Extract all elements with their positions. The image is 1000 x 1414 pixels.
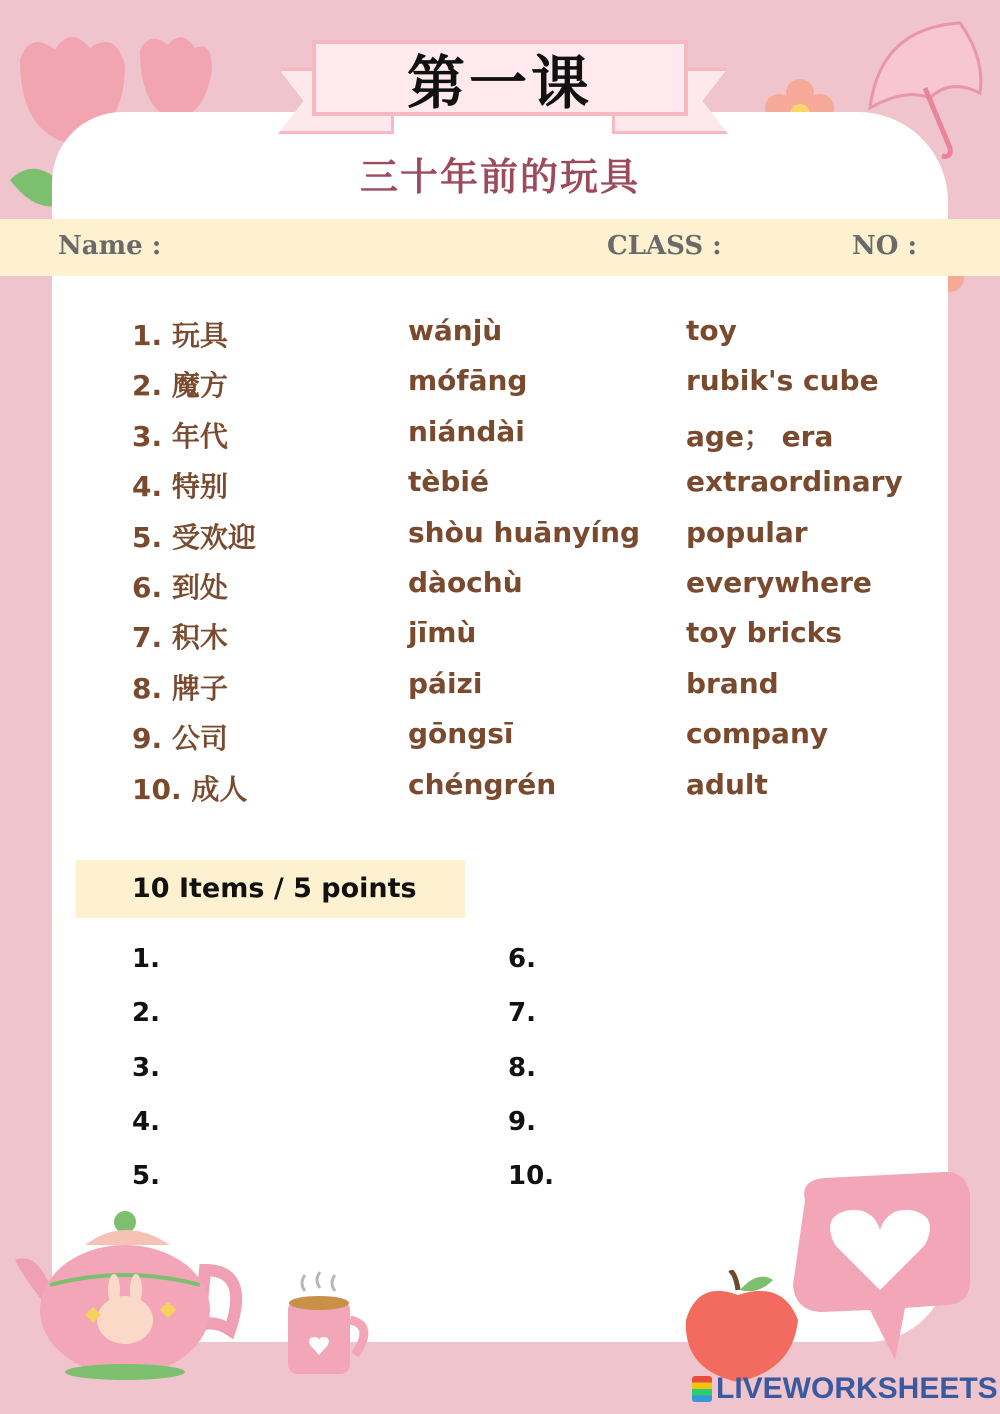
answer-number: 10.: [508, 1161, 555, 1192]
vocab-pinyin: niándài: [408, 414, 525, 448]
lesson-title: 第一课: [406, 49, 593, 117]
vocab-row: [0, 667, 1000, 711]
lesson-subtitle: 三十年前的玩具: [359, 155, 640, 199]
vocab-row: [0, 465, 1000, 509]
answer-number: 4.: [132, 1106, 160, 1137]
vocab-row: [0, 768, 1000, 812]
vocab-english: everywhere: [686, 566, 872, 599]
liveworksheets-logo: [692, 1372, 998, 1406]
logo-text: LIVEWORKSHEETS: [716, 1372, 998, 1405]
vocab-pinyin: jīmù: [408, 616, 477, 650]
answer-number: 2.: [132, 998, 160, 1029]
vocab-pinyin: dàochù: [408, 566, 523, 599]
answer-number: 7.: [508, 998, 536, 1029]
vocab-word: 3. 年代: [132, 419, 228, 453]
vocab-row: [0, 516, 1000, 560]
vocab-row: [0, 566, 1000, 610]
vocab-english: age； era: [686, 419, 834, 453]
vocab-word: 7. 积木: [132, 621, 228, 655]
answer-number: 1.: [132, 944, 160, 974]
name-label: Name :: [58, 231, 162, 261]
answer-number: 6.: [508, 944, 536, 974]
vocab-pinyin: wánjù: [408, 314, 503, 347]
vocab-word: 8. 牌子: [132, 671, 228, 705]
vocab-english: extraordinary: [686, 465, 903, 499]
vocab-row: [0, 314, 1000, 358]
vocab-row: [0, 616, 1000, 660]
vocab-pinyin: shòu huānyíng: [408, 515, 641, 549]
title-ribbon: [312, 40, 688, 116]
exercise-heading: 10 Items / 5 points: [132, 873, 417, 904]
vocab-english: company: [686, 717, 829, 751]
vocab-pinyin: páizi: [408, 666, 483, 700]
vocab-pinyin: chéngrén: [408, 767, 557, 801]
vocab-word: 6. 到处: [132, 571, 228, 604]
teapot-decoration: [10, 1210, 250, 1380]
vocab-english: toy bricks: [686, 616, 842, 650]
vocab-word: 9. 公司: [132, 722, 228, 756]
vocab-english: popular: [686, 515, 808, 549]
answer-number: 8.: [508, 1052, 536, 1083]
answer-number: 5.: [132, 1161, 160, 1192]
no-label: NO :: [852, 231, 918, 261]
vocab-word: 2. 魔方: [132, 369, 228, 403]
heart-speech-bubble-decoration: [785, 1170, 975, 1370]
vocab-english: brand: [686, 666, 779, 700]
vocab-english: rubik's cube: [686, 364, 879, 398]
answer-number: 3.: [132, 1052, 160, 1083]
vocab-word: 1. 玩具: [132, 319, 228, 352]
exercise-heading-box: [76, 860, 465, 918]
vocab-row: [0, 717, 1000, 761]
vocab-english: adult: [686, 767, 768, 801]
vocab-pinyin: gōngsī: [408, 717, 514, 751]
vocab-word: 4. 特别: [132, 470, 228, 504]
vocab-english: toy: [686, 314, 737, 347]
vocab-row: [0, 364, 1000, 408]
mug-decoration: [280, 1270, 380, 1380]
vocab-word: 5. 受欢迎: [132, 520, 256, 554]
answer-number: 9.: [508, 1106, 536, 1137]
vocab-pinyin: tèbié: [408, 465, 490, 499]
vocab-word: 10. 成人: [132, 772, 248, 806]
vocab-row: [0, 415, 1000, 459]
class-label: CLASS :: [607, 231, 722, 261]
student-info-bar: [0, 219, 1000, 276]
logo-badge-icon: [692, 1376, 712, 1402]
vocab-pinyin: mófāng: [408, 364, 528, 398]
